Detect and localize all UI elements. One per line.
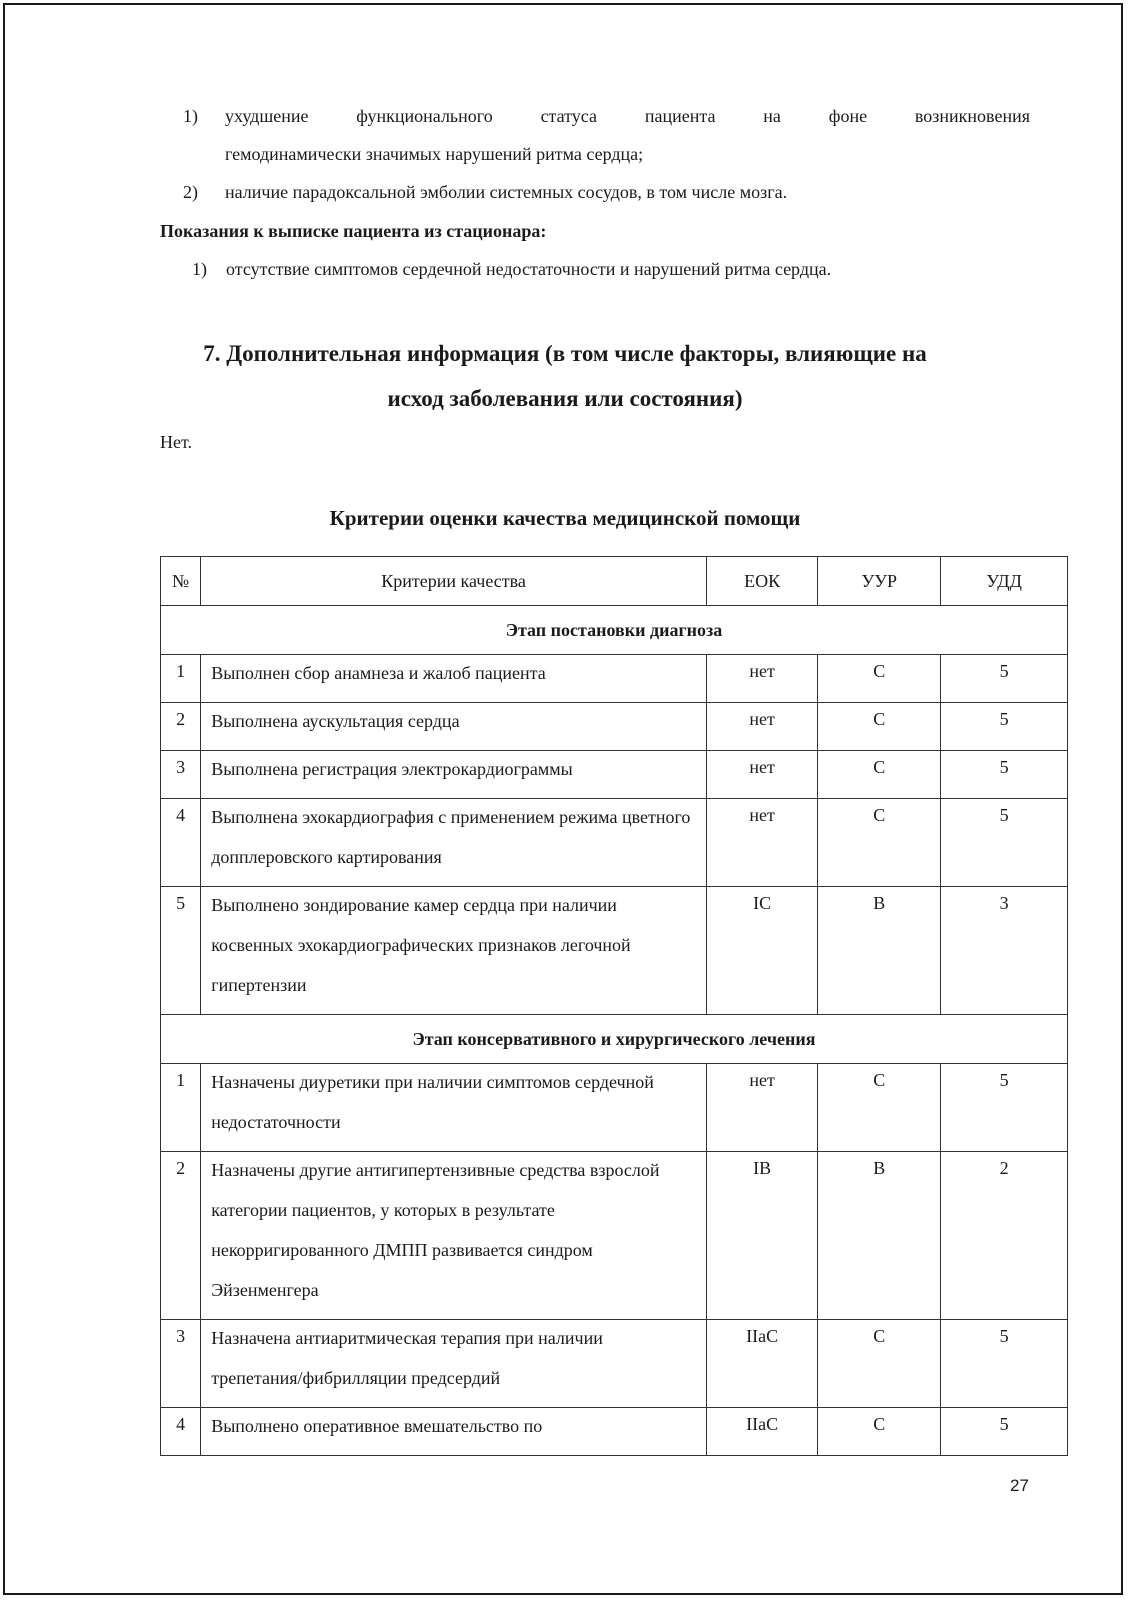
table-row [161,1064,1068,1152]
row-udd: 5 [941,1064,1068,1152]
row-number: 5 [161,887,201,1015]
row-number: 1 [161,1064,201,1152]
row-udd: 5 [941,703,1068,751]
row-uur: В [818,1152,941,1320]
table-row [161,1408,1068,1456]
table-title: Критерии оценки качества медицинской помощи [329,506,801,530]
row-number: 4 [161,1408,201,1456]
row-eok: IВ [707,1152,818,1320]
header-num: № [161,557,201,606]
list-text: отсутствие симптомов сердечной недостаточности и нарушений ритма сердца. [226,259,832,279]
row-udd: 5 [941,1320,1068,1408]
section-title: 7. Дополнительная информация (в том числе факторы, влияющие на [203,341,927,366]
section-title-continued: исход заболевания или состояния) [387,386,743,411]
row-number: 4 [161,799,201,887]
discharge-heading: Показания к выписке пациента из стационара: [160,221,547,241]
header-criteria: Критерии качества [201,557,707,606]
row-udd: 5 [941,751,1068,799]
row-eok: IIаС [707,1320,818,1408]
row-number: 2 [161,703,201,751]
table-row [161,703,1068,751]
row-criterion: Выполнен сбор анамнеза и жалоб пациента [211,663,546,683]
page-number: 27 [1010,1476,1029,1495]
table-row [161,751,1068,799]
row-criterion: Выполнено оперативное вмешательство по [211,1416,543,1436]
list-text: ухудшение функционального статуса пациента на фоне возникновения [225,106,1030,126]
stage-row [161,1015,1068,1064]
row-eok: IС [707,887,818,1015]
stage-row [161,606,1068,655]
table-row [161,887,1068,1015]
row-criterion: Назначена антиаритмическая терапия при наличии трепетания/фибрилляции предсердий [211,1328,603,1388]
table-row [161,799,1068,887]
table-row [161,655,1068,703]
header-eok: ЕОК [707,557,818,606]
row-udd: 3 [941,887,1068,1015]
row-criterion: Выполнена эхокардиография с применением режима цветного допплеровского картирования [211,807,691,867]
stage-title: Этап постановки диагноза [161,606,1068,655]
row-udd: 5 [941,655,1068,703]
row-eok: нет [707,655,818,703]
table-header-row [161,557,1068,606]
header-uur: УУР [818,557,941,606]
list-item [192,257,1030,281]
row-criterion: Выполнено зондирование камер сердца при наличии косвенных эхокардиографических признаков легочной гипертензии [211,895,631,995]
row-eok: нет [707,1064,818,1152]
row-uur: С [818,1320,941,1408]
row-uur: В [818,887,941,1015]
row-uur: С [818,703,941,751]
list-item [183,104,1030,128]
list-number: 2) [183,182,198,202]
row-uur: С [818,751,941,799]
list-number: 1) [183,106,198,126]
row-number: 3 [161,751,201,799]
row-uur: С [818,799,941,887]
table-row [161,1152,1068,1320]
table-row [161,1320,1068,1408]
row-udd: 5 [941,1408,1068,1456]
row-eok: IIаС [707,1408,818,1456]
row-udd: 2 [941,1152,1068,1320]
row-eok: нет [707,799,818,887]
list-number: 1) [192,259,207,279]
row-uur: С [818,1408,941,1456]
row-udd: 5 [941,799,1068,887]
row-uur: С [818,1064,941,1152]
list-text: наличие парадоксальной эмболии системных сосудов, в том числе мозга. [225,182,788,202]
criteria-table [160,556,1068,1456]
row-criterion: Выполнена регистрация электрокардиограммы [211,759,573,779]
section-body: Нет. [160,432,193,452]
row-criterion: Выполнена аускультация сердца [211,711,460,731]
list-text-continued: гемодинамически значимых нарушений ритма сердца; [225,144,644,164]
row-number: 3 [161,1320,201,1408]
row-eok: нет [707,703,818,751]
row-number: 1 [161,655,201,703]
row-eok: нет [707,751,818,799]
row-criterion: Назначены диуретики при наличии симптомов сердечной недостаточности [211,1072,654,1132]
row-criterion: Назначены другие антигипертензивные средства взрослой категории пациентов, у которых в результате некорригированного ДМПП развивается синдром Эйзенменгера [211,1160,660,1300]
list-item [183,180,1030,204]
header-udd: УДД [941,557,1068,606]
row-number: 2 [161,1152,201,1320]
stage-title: Этап консервативного и хирургического лечения [161,1015,1068,1064]
row-uur: С [818,655,941,703]
